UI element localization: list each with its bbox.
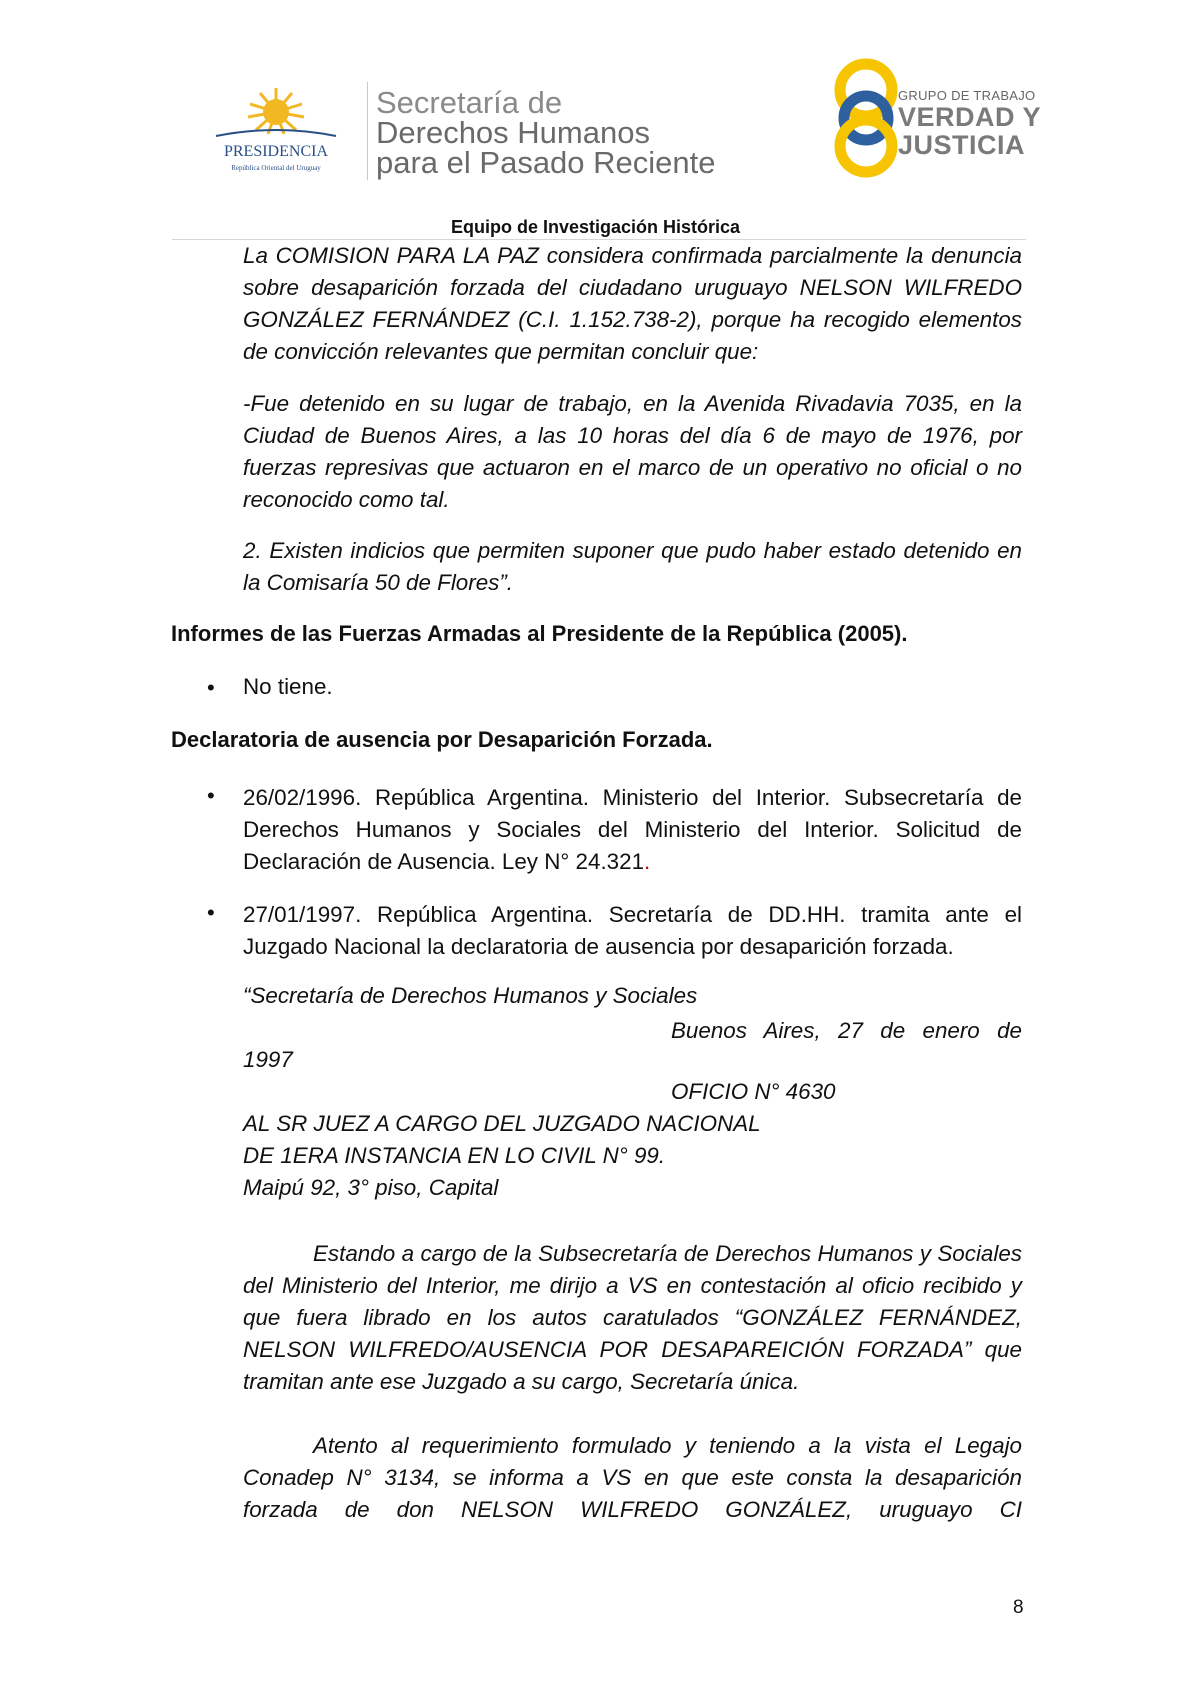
list-item-1997: 27/01/1997. República Argentina. Secretaría de DD.HH. tramita ante el Juzgado Nacional la declaratoria de ausencia por desaparición forzada. [243, 902, 1022, 959]
heading-informes: Informes de las Fuerzas Armadas al Presidente de la República (2005). [171, 621, 908, 646]
quote-date: Buenos Aires, 27 de enero de [671, 1018, 1022, 1043]
team-heading: Equipo de Investigación Histórica [450, 217, 741, 237]
verdad-justicia-text [898, 88, 1041, 159]
paragraph-detenido: -Fue detenido en su lugar de trabajo, en la Avenida Rivadavia 7035, en la Ciudad de Buenos Aires, a las 10 horas del día 6 de mayo de 1976, por fuerzas represivas que actuaron en el marco de un operativo no oficial o no reconocido como tal. [243, 391, 1022, 512]
quote-paragraph-1: Estando a cargo de la Subsecretaría de Derechos Humanos y Sociales del Ministerio del Interior, me dirijo a VS en contestación al oficio recibido y que fuera librado en los autos caratulados “GONZÁLEZ FERNÁNDEZ, NELSON WILFREDO/AUSENCIA POR DESAPAREICIÓN FORZADA” que tramitan ante ese Juzgado a su cargo, Secretaría única. [243, 1241, 1022, 1394]
gtvj-small: GRUPO DE TRABAJO [898, 88, 1036, 103]
list-item-no-tiene: No tiene. [243, 674, 333, 699]
gtvj-justicia: JUSTICIA [898, 130, 1026, 160]
bullet-icon: • [207, 900, 215, 925]
paragraph-indicios: 2. Existen indicios que permiten suponer que pudo haber estado detenido en la Comisaría 50 de Flores”. [243, 538, 1022, 595]
presidencia-logo [196, 84, 356, 180]
quote-paragraph-2: Atento al requerimiento formulado y teniendo a la vista el Legajo Conadep N° 3134, se informa a VS en que este consta la desaparición forzada de don NELSON WILFREDO GONZÁLEZ, uruguayo CI [243, 1433, 1022, 1522]
quote-address-1: AL SR JUEZ A CARGO DEL JUZGADO NACIONAL [243, 1111, 761, 1136]
page-number: 8 [1013, 1597, 1024, 1618]
presidencia-name: PRESIDENCIA [223, 143, 329, 160]
heading-declaratoria: Declaratoria de ausencia por Desaparición Forzada. [171, 727, 713, 752]
list-item-1996-text: 26/02/1996. República Argentina. Ministerio del Interior. Subsecretaría de Derechos Humanos y Sociales del Ministerio del Interior. Solicitud de Declaración de Ausencia. Ley N° 24.321 [243, 785, 1022, 874]
secretaria-line-3: para el Pasado Reciente [376, 145, 716, 180]
paragraph-comision: La COMISION PARA LA PAZ considera confirmada parcialmente la denuncia sobre desaparición forzada del ciudadano uruguayo NELSON WILFREDO GONZÁLEZ FERNÁNDEZ (C.I. 1.152.738-2), porque ha recogido elementos de convicción relevantes que permitan concluir que: [243, 243, 1022, 364]
quote-year: 1997 [243, 1047, 293, 1072]
list-item-1996 [243, 782, 1022, 878]
gtvj-verdad: VERDAD Y [898, 102, 1042, 132]
bullet-icon: • [207, 783, 215, 808]
quote-address-2: DE 1ERA INSTANCIA EN LO CIVIL N° 99. [243, 1143, 666, 1168]
sun-icon [216, 88, 336, 136]
quote-address-3: Maipú 92, 3° piso, Capital [243, 1175, 499, 1200]
logo-divider [367, 82, 368, 180]
bullet-icon: • [207, 675, 215, 700]
secretaria-title [376, 85, 716, 180]
secretaria-line-1: Secretaría de [376, 85, 563, 120]
secretaria-line-2: Derechos Humanos [376, 115, 650, 150]
presidencia-subtitle: República Oriental del Uruguay [231, 164, 321, 172]
quote-header: “Secretaría de Derechos Humanos y Sociales [243, 983, 698, 1008]
quote-oficio: OFICIO N° 4630 [671, 1079, 836, 1104]
list-item-1996-period: . [644, 849, 651, 874]
